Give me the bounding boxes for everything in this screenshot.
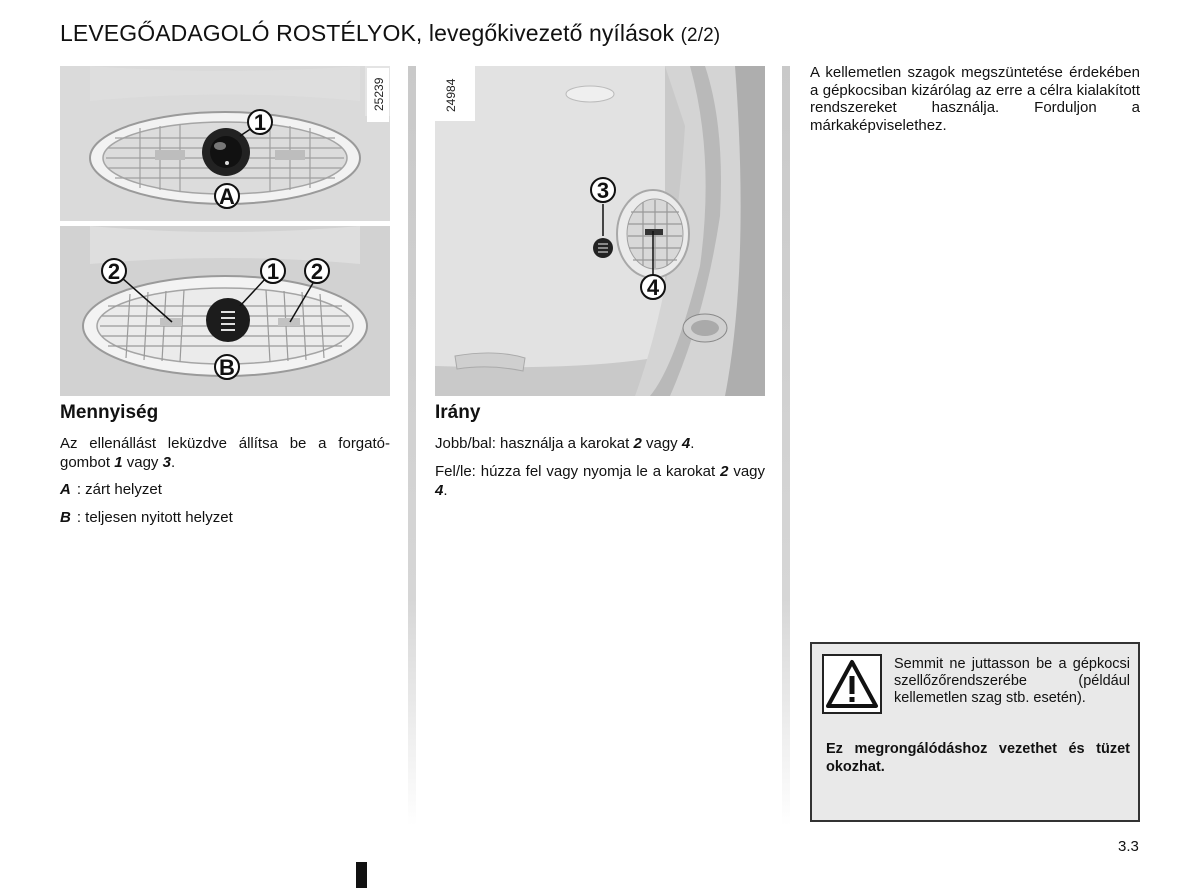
definition-b: B : teljesen nyitott helyzet [60,509,233,526]
figure-code: 24984 [444,78,458,112]
callout-4: 4 [646,275,660,300]
column-divider [408,66,416,826]
callout-3: 3 [596,178,610,203]
page-title-part: (2/2) [680,25,721,46]
section-heading-direction: Irány [435,402,481,423]
direction-line-2: Fel/le: húzza fel vagy nyomja le a karokat 2 vagy 4. [435,463,765,499]
callout-b: B [219,355,235,380]
page-title: LEVEGŐADAGOLÓ ROSTÉLYOK, levegőkivezető nyílások (2/2) [60,20,721,46]
warning-bold-text: Ez megrongálódáshoz vezethet és tüzet okozhat. [826,741,1130,775]
callout-1: 1 [253,110,267,135]
edge-mark [356,862,367,888]
ref-1: 1 [114,454,123,471]
warning-text: Semmit ne juttasson be a gépkocsi szellőzőrendszerébe (például kellemetlen szag stb. esetén). [894,656,1130,706]
callout-1: 1 [266,259,280,284]
vent-closed-figure [60,66,390,221]
callout-2-right: 2 [310,259,324,284]
direction-line-1: Jobb/bal: használja a karokat 2 vagy 4. [435,435,695,452]
callout-a: A [219,184,235,209]
warning-box [810,642,1140,822]
page-number: 3.3 [1118,838,1139,855]
warning-triangle-icon [822,654,882,714]
section-heading-quantity: Mennyiség [60,402,159,423]
odor-paragraph: A kellemetlen szagok megszüntetése érdekében a gépkocsiban kizárólag az erre a célra kialakított rendszereket használja. Forduljon a márkaképviselethez. [810,64,1140,134]
vent-open-figure [60,226,390,396]
figure-code: 25239 [372,77,386,111]
quantity-paragraph: Az ellenállást leküzdve állítsa be a forgató-gombot 1 vagy 3. [60,435,390,471]
column-divider [782,66,790,826]
callout-2-left: 2 [107,259,121,284]
definition-a: A : zárt helyzet [60,481,162,498]
side-vent-figure [435,66,765,396]
ref-3: 3 [162,454,171,471]
